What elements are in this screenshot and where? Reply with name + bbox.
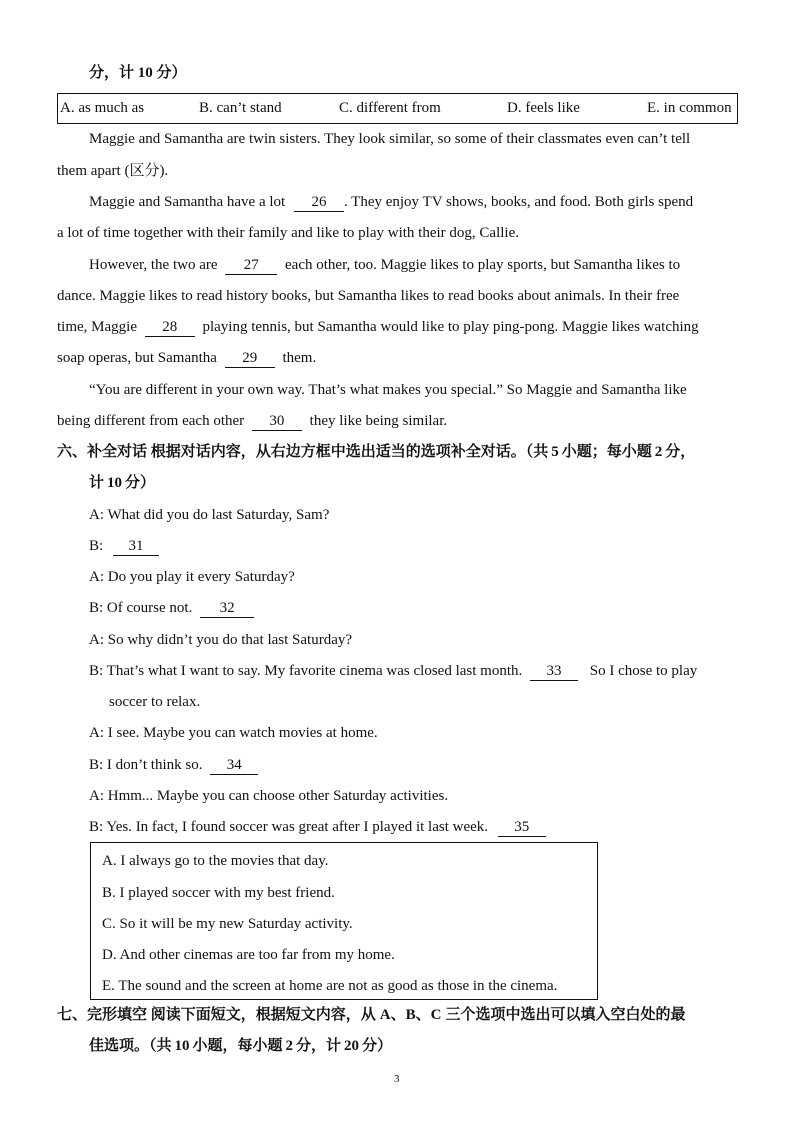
passage-line: Maggie and Samantha are twin sisters. They look similar, so some of their classmates even can’t tell [89,131,691,147]
passage-text: they like being similar. [309,413,448,429]
passage-text: Maggie and Samantha have a lot [89,194,286,210]
passage-text: being different from each other [57,413,245,429]
dialogue-text: So I chose to play [589,663,698,679]
dialogue-line: A: Do you play it every Saturday? [89,569,295,585]
dialogue-line [89,661,697,681]
heading-text: 分，计 [296,1038,342,1054]
heading-number: 10 [174,1038,190,1054]
dialogue-text: B: Of course not. [89,600,193,616]
dialogue-text: B: That’s what I want to say. My favorite cinema was closed last month. [89,663,523,679]
passage-text: . They enjoy TV shows, books, and food. Both girls spend [343,194,694,210]
section6-heading-cont [89,473,155,493]
heading-number: 20 [344,1038,360,1054]
section5-options-box [57,93,738,124]
heading-text: 小题，每小题 [192,1038,283,1054]
heading-text: 计 [89,475,105,491]
heading-number: 10 [137,65,153,81]
section6-heading [57,442,695,462]
section7-heading [57,1005,685,1025]
dialogue-text: B: [89,538,104,554]
dialogue-line [89,536,159,556]
heading-text: 分， [665,444,696,460]
passage-text: them. [282,350,317,366]
heading-text: 七、完形填空 阅读下面短文，根据短文内容，从 [57,1007,376,1023]
dialogue-line: A: So why didn’t you do that last Saturday? [89,632,353,648]
blank-28: 28 [145,318,195,337]
heading-text: 分） [156,65,187,81]
page-number: 3 [394,1073,400,1085]
passage-line: “You are different in your own way. That’s what makes you special.” So Maggie and Samantha like [89,382,687,398]
heading-number: 10 [107,475,123,491]
option-b: B. can’t stand [199,100,282,116]
blank-32: 32 [200,599,254,618]
dialogue-line [89,755,258,775]
passage-line [89,255,680,275]
heading-number: 2 [285,1038,294,1054]
passage-line [57,411,447,431]
dialogue-text: B: I don’t think so. [89,757,203,773]
passage-line: dance. Maggie likes to read history books, but Samantha likes to read books about animals. In their free [57,288,680,304]
heading-text: 分） [125,475,156,491]
option-d: D. And other cinemas are too far from my home. [102,947,395,963]
blank-35: 35 [498,818,546,837]
blank-27: 27 [225,256,277,275]
option-d: D. feels like [507,100,580,116]
option-e: E. The sound and the screen at home are not as good as those in the cinema. [102,978,558,994]
passage-line [57,317,699,337]
dialogue-line [89,817,546,837]
option-c: C. So it will be my new Saturday activity. [102,916,353,932]
passage-line [57,348,316,368]
option-e: E. in common [647,100,732,116]
section6-options-box [90,842,598,1000]
heading-text: 分） [362,1038,393,1054]
heading-number: 5 [551,444,559,460]
passage-text: each other, too. Maggie likes to play sports, but Samantha likes to [285,257,681,273]
option-a: A. as much as [60,100,145,116]
section7-heading-cont [89,1036,392,1056]
passage-line: a lot of time together with their family and like to play with their dog, Callie. [57,225,519,241]
heading-number: 2 [654,444,663,460]
option-b: B. I played soccer with my best friend. [102,885,335,901]
option-c: C. different from [339,100,441,116]
heading-text: 小题；每小题 [561,444,652,460]
passage-line [89,192,693,212]
blank-26: 26 [294,193,344,212]
heading-text: 佳选项。（共 [89,1038,172,1054]
passage-text: soap operas, but Samantha [57,350,217,366]
passage-text: time, Maggie [57,319,137,335]
passage-text: playing tennis, but Samantha would like to play ping-pong. Maggie likes watching [202,319,699,335]
dialogue-line: A: What did you do last Saturday, Sam? [89,507,330,523]
blank-34: 34 [210,756,258,775]
blank-31: 31 [113,537,159,556]
dialogue-line [89,598,254,618]
blank-29: 29 [225,349,275,368]
option-a: A. I always go to the movies that day. [102,853,329,869]
section5-heading-tail [89,63,187,83]
dialogue-text: B: Yes. In fact, I found soccer was great after I played it last week. [89,819,489,835]
blank-33: 33 [530,662,578,681]
dialogue-line: A: I see. Maybe you can watch movies at home. [89,725,378,741]
heading-text: A、B、C [379,1007,442,1023]
dialogue-line: A: Hmm... Maybe you can choose other Saturday activities. [89,788,449,804]
passage-line: them apart (区分). [57,163,169,179]
heading-text: 六、补全对话 根据对话内容，从右边方框中选出适当的选项补全对话。（共 [57,444,549,460]
passage-text: However, the two are [89,257,218,273]
heading-text: 分，计 [89,65,135,81]
heading-text: 三个选项中选出可以填入空白处的最 [445,1007,686,1023]
dialogue-line: soccer to relax. [109,694,201,710]
blank-30: 30 [252,412,302,431]
